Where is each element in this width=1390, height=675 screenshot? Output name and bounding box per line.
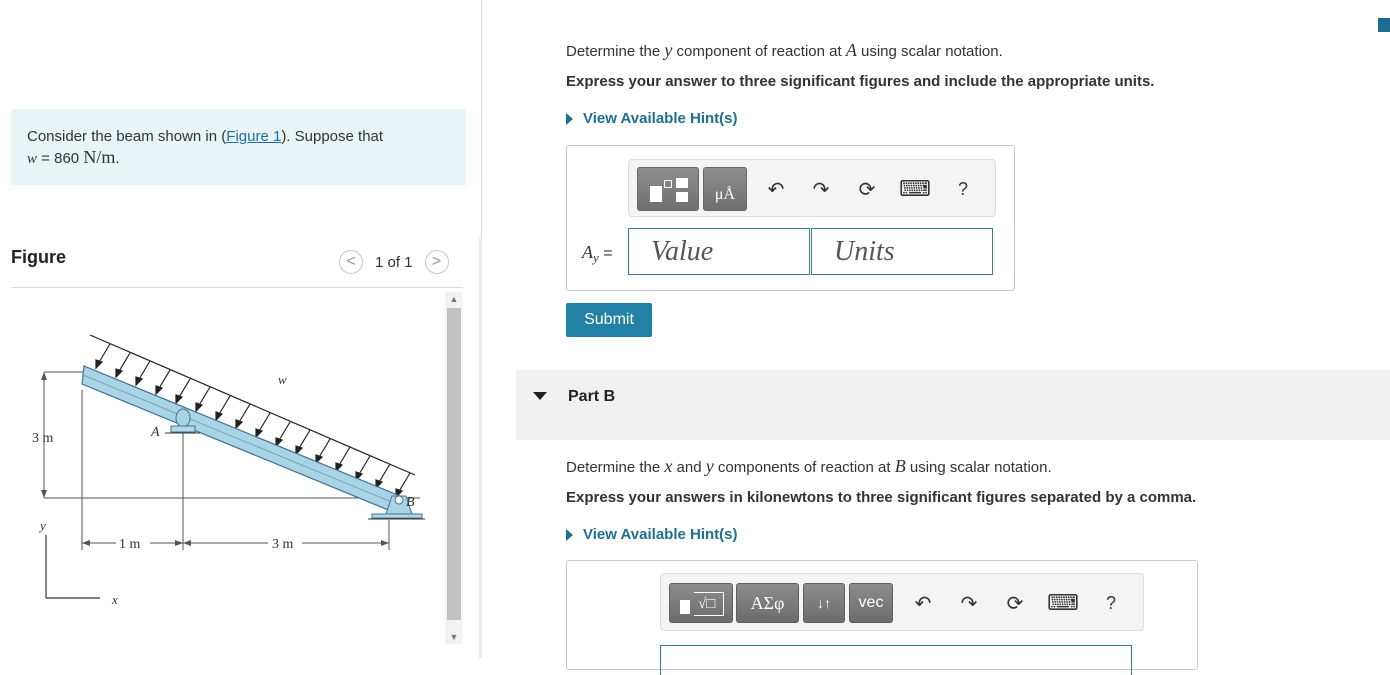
question-var-x: x (664, 456, 673, 476)
templates-button[interactable]: √□ (669, 583, 733, 623)
left-panel (0, 0, 482, 658)
greek-symbols-button[interactable] (736, 583, 799, 623)
part-b-hint-toggle[interactable] (566, 526, 738, 543)
hint-label: View Available Hint(s) (583, 110, 738, 127)
figure-link[interactable]: Figure 1 (226, 128, 282, 145)
part-b-answer-input[interactable] (660, 645, 1132, 675)
submit-button[interactable]: Submit (566, 303, 652, 337)
redo-icon[interactable]: ↷ (812, 178, 830, 201)
vec-label: vec (858, 594, 884, 611)
figure-title: Figure (11, 247, 67, 267)
question-text: using scalar notation. (856, 43, 1003, 60)
figure-divider (11, 287, 463, 288)
label-3m-vertical: 3 m (32, 431, 54, 446)
question-text: components of reaction at (713, 459, 895, 476)
triangle-right-icon (566, 529, 573, 541)
question-point-b: B (894, 456, 906, 476)
book-icon[interactable] (1378, 18, 1390, 32)
part-b-question (566, 456, 1052, 477)
problem-statement (11, 109, 466, 185)
question-text: Determine the (566, 459, 665, 476)
units-label: μÅ (714, 186, 736, 203)
chevron-left-icon: < (346, 253, 356, 270)
units-input[interactable]: Units (811, 228, 993, 275)
help-icon[interactable]: ? (957, 178, 968, 199)
figure-pager (339, 250, 449, 274)
label-x-axis: x (112, 592, 118, 607)
label-y-axis: y (40, 518, 46, 533)
value-input[interactable]: Value (628, 228, 810, 275)
part-a-question (566, 40, 1003, 61)
part-a-answer-box (566, 145, 1015, 291)
arrows-label: ↓↑ (817, 595, 831, 611)
question-text: component of reaction at (672, 43, 846, 60)
question-text: and (672, 459, 706, 476)
scroll-down-icon[interactable]: ▼ (449, 632, 459, 642)
part-b-title: Part B (568, 388, 616, 405)
ay-eq: = (598, 245, 613, 262)
figure-scrollbar[interactable] (445, 292, 463, 644)
part-a-hint-toggle[interactable] (566, 110, 738, 127)
part-b-answer-box (566, 560, 1198, 670)
undo-icon[interactable]: ↶ (914, 592, 932, 615)
question-var-y: y (664, 40, 673, 60)
undo-icon[interactable]: ↶ (767, 178, 785, 201)
part-b-instruction: Express your answers in kilonewtons to three significant figures separated by a comma. (566, 489, 1197, 506)
w-unit: N/m (83, 147, 116, 167)
part-b-toolbar (660, 573, 1144, 631)
problem-text-after: ). Suppose that (281, 128, 384, 145)
w-period: . (115, 150, 120, 167)
ay-sub: y (593, 250, 599, 266)
chevron-right-icon: > (431, 253, 442, 270)
scroll-up-icon[interactable]: ▲ (449, 294, 459, 304)
question-text: Determine the (566, 43, 665, 60)
reset-icon[interactable]: ⟳ (1006, 592, 1024, 615)
next-figure-button[interactable] (425, 250, 449, 274)
problem-text-before: Consider the beam shown in ( (27, 128, 227, 145)
redo-icon[interactable]: ↷ (960, 592, 978, 615)
ay-label (582, 242, 613, 266)
greek-label: ΑΣφ (750, 592, 785, 613)
label-a: A (151, 425, 160, 440)
label-1m: 1 m (119, 537, 141, 552)
panel-divider (479, 238, 482, 658)
caret-down-icon (533, 392, 547, 400)
help-icon[interactable]: ? (1105, 592, 1116, 613)
vector-button[interactable] (849, 583, 893, 623)
prev-figure-button[interactable] (339, 250, 363, 274)
question-text: using scalar notation. (905, 459, 1052, 476)
question-var-y: y (705, 456, 714, 476)
part-b-header[interactable] (516, 370, 1390, 440)
w-variable: w (27, 151, 38, 167)
keyboard-icon[interactable]: ⌨ (899, 176, 931, 201)
units-button[interactable] (703, 167, 747, 211)
w-equals: = 860 (37, 150, 84, 167)
part-a-toolbar (628, 159, 996, 217)
triangle-right-icon (566, 113, 573, 125)
reset-icon[interactable]: ⟳ (858, 178, 876, 201)
beam-figure (20, 300, 440, 620)
pager-count: 1 of 1 (375, 253, 413, 271)
label-w: w (278, 372, 287, 387)
subscript-button[interactable] (803, 583, 845, 623)
templates-button[interactable] (637, 167, 699, 211)
scrollbar-thumb[interactable] (447, 308, 461, 620)
ay-main: A (582, 242, 593, 262)
keyboard-icon[interactable]: ⌨ (1047, 590, 1079, 615)
label-b: B (406, 495, 415, 510)
label-3m-horizontal: 3 m (272, 537, 294, 552)
hint-label: View Available Hint(s) (583, 526, 738, 543)
part-a-instruction: Express your answer to three significant figures and include the appropriate units. (566, 73, 1155, 90)
question-point-a: A (845, 40, 857, 60)
